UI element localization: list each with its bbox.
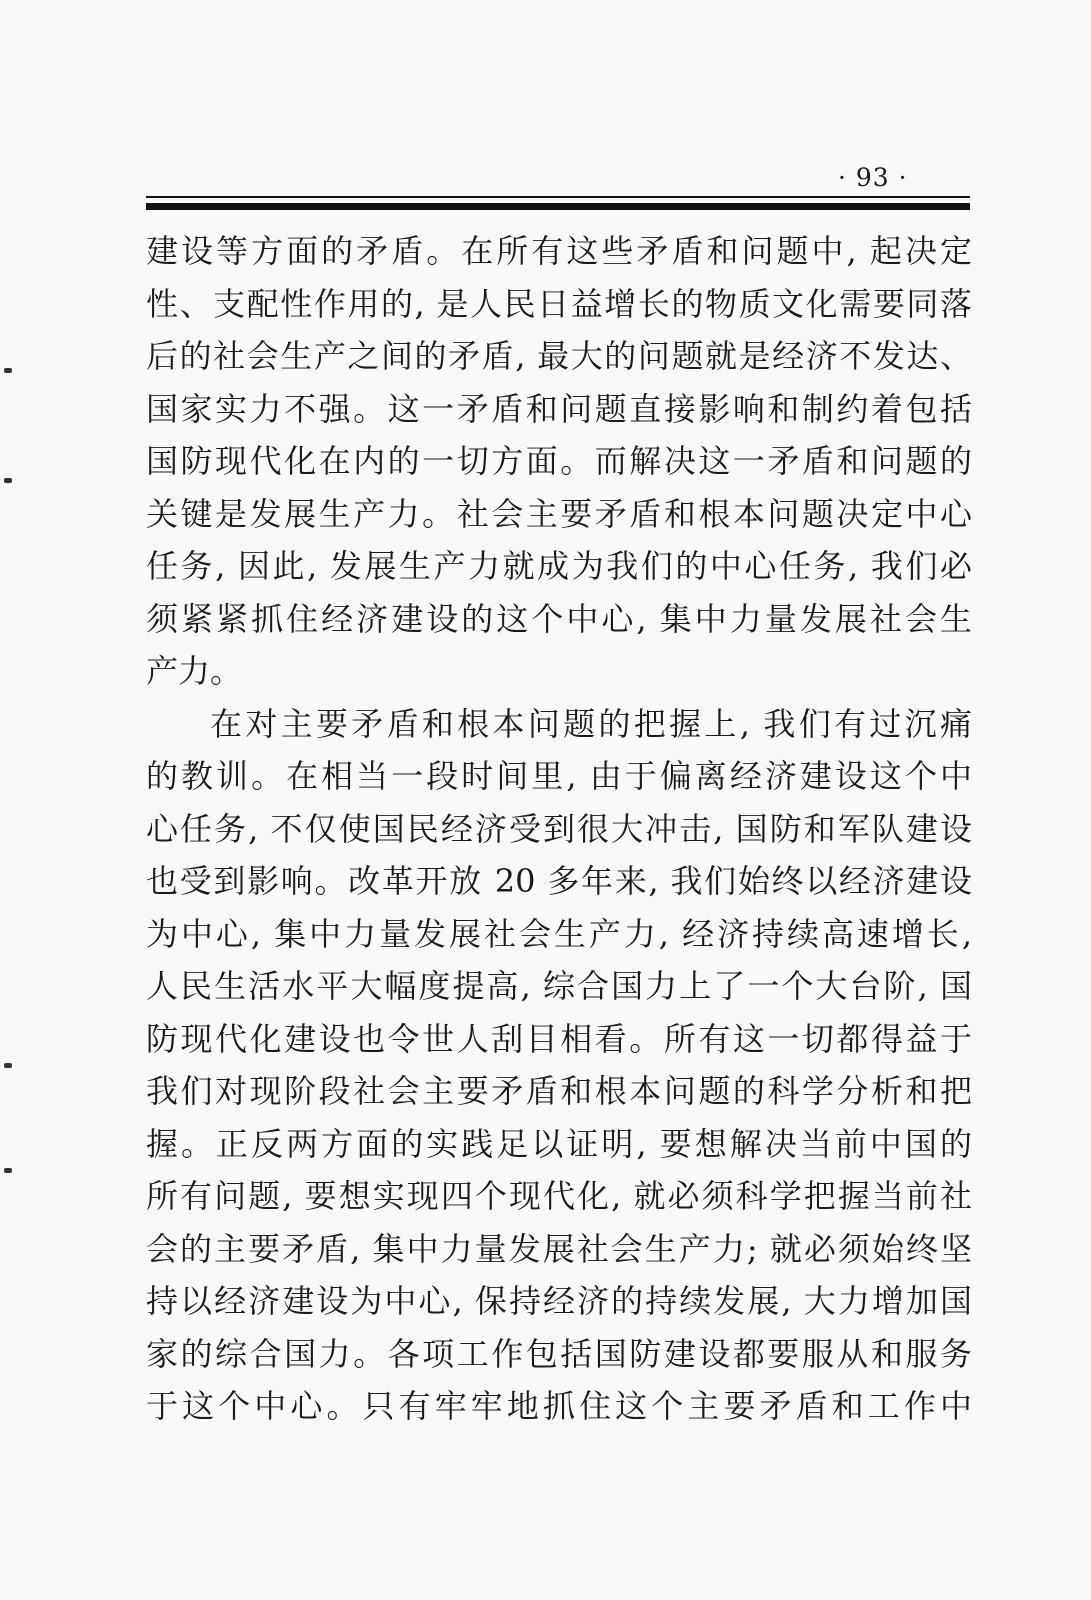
page-number: · 93 · bbox=[838, 163, 908, 192]
text-line: 心任务, 不仅使国民经济受到很大冲击, 国防和军队建设 bbox=[146, 809, 972, 848]
binding-hole-mark bbox=[4, 1168, 12, 1173]
text-line: 于这个中心。只有牢牢地抓住这个主要矛盾和工作中 bbox=[146, 1387, 972, 1425]
header-rule-thick bbox=[146, 203, 970, 210]
text-line: 关键是发展生产力。社会主要矛盾和根本问题决定中心 bbox=[146, 494, 972, 533]
text-line: 建设等方面的矛盾。在所有这些矛盾和问题中, 起决定 bbox=[146, 232, 972, 270]
text-line: 防现代化建设也令世人刮目相看。所有这一切都得益于 bbox=[146, 1019, 972, 1058]
text-line: 国家实力不强。这一矛盾和问题直接影响和制约着包括 bbox=[146, 389, 972, 428]
text-line: 产力。 bbox=[146, 652, 243, 690]
text-line: 后的社会生产之间的矛盾, 最大的问题就是经济不发达、 bbox=[146, 337, 972, 375]
header-rule-thin bbox=[146, 196, 970, 198]
text-line: 也受到影响。改革开放 20 多年来, 我们始终以经济建设 bbox=[146, 862, 972, 900]
text-line: 在对主要矛盾和根本问题的把握上, 我们有过沉痛 bbox=[210, 704, 972, 743]
text-line: 会的主要矛盾, 集中力量发展社会生产力; 就必须始终坚 bbox=[146, 1229, 972, 1268]
body-text bbox=[146, 225, 972, 1433]
binding-hole-mark bbox=[4, 368, 12, 373]
binding-hole-mark bbox=[4, 478, 12, 483]
text-line: 须紧紧抓住经济建设的这个中心, 集中力量发展社会生 bbox=[146, 599, 972, 638]
text-line: 握。正反两方面的实践足以证明, 要想解决当前中国的 bbox=[146, 1124, 972, 1163]
text-line: 性、支配性作用的, 是人民日益增长的物质文化需要同落 bbox=[146, 284, 972, 323]
text-line: 为中心, 集中力量发展社会生产力, 经济持续高速增长, bbox=[146, 914, 972, 953]
text-line: 所有问题, 要想实现四个现代化, 就必须科学把握当前社 bbox=[146, 1177, 972, 1215]
text-line: 我们对现阶段社会主要矛盾和根本问题的科学分析和把 bbox=[146, 1072, 972, 1110]
text-line: 人民生活水平大幅度提高, 综合国力上了一个大台阶, 国 bbox=[146, 967, 972, 1005]
text-line: 国防现代化在内的一切方面。而解决这一矛盾和问题的 bbox=[146, 442, 972, 480]
text-line: 持以经济建设为中心, 保持经济的持续发展, 大力增加国 bbox=[146, 1282, 972, 1320]
text-line: 的教训。在相当一段时间里, 由于偏离经济建设这个中 bbox=[146, 757, 972, 795]
text-line: 任务, 因此, 发展生产力就成为我们的中心任务, 我们必 bbox=[146, 547, 972, 585]
text-line: 家的综合国力。各项工作包括国防建设都要服从和服务 bbox=[146, 1334, 972, 1373]
binding-hole-mark bbox=[4, 1063, 12, 1068]
